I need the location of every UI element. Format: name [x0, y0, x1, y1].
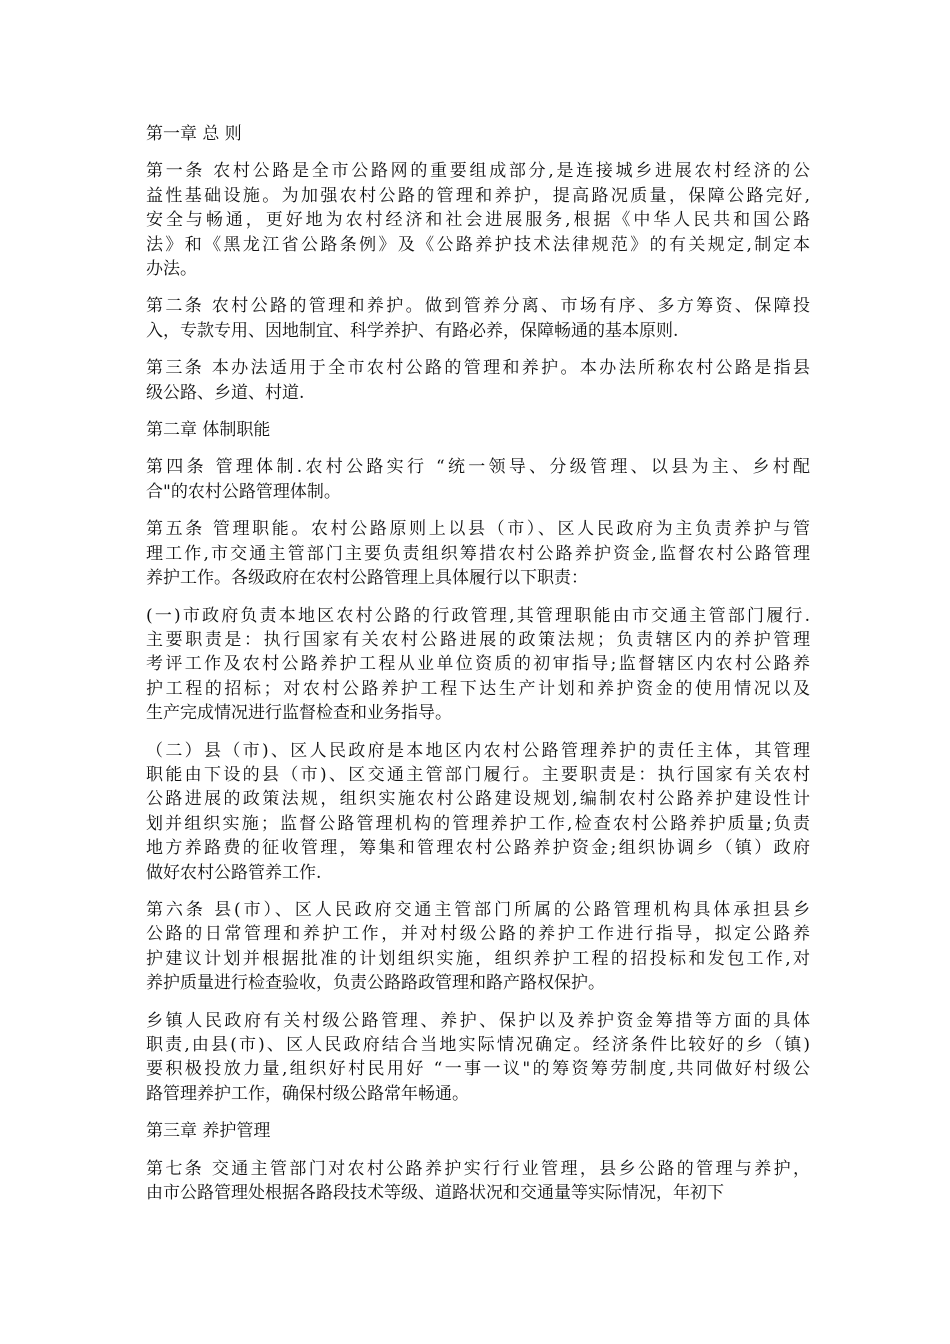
text-line: 要积极投放力量,组织好村民用好 “一事一议"的筹资筹劳制度,共同做好村级公 [146, 1059, 810, 1080]
article-2 [146, 294, 810, 343]
article-5 [146, 517, 810, 590]
text-line: 第一章 总 则 [146, 124, 242, 144]
text-line: 第二章 体制职能 [146, 420, 271, 441]
text-line: 办法。 [146, 259, 197, 280]
text-line: 公路的日常管理和养护工作，并对村级公路的养护工作进行指导，拟定公路养 [146, 924, 810, 945]
text-line: 第二条 农村公路的管理和养护。做到管养分离、市场有序、多方筹资、保障投 [146, 296, 810, 317]
text-line: 公路进展的政策法规，组织实施农村公路建设规划,编制农村公路养护建设性计 [146, 789, 810, 810]
text-line: 法》和《黑龙江省公路条例》及《公路养护技术法律规范》的有关规定,制定本 [146, 234, 810, 255]
chapter-3-heading [146, 1119, 810, 1143]
article-6 [146, 898, 810, 996]
article-5-item-2 [146, 739, 810, 885]
text-line: 养护质量进行检查验收，负责公路路政管理和路产路权保护。 [146, 973, 605, 994]
text-line: 划并组织实施；监督公路管理机构的管理养护工作,检查农村公路养护质量;负责 [146, 813, 810, 834]
text-line: 主要职责是：执行国家有关农村公路进展的政策法规；负责辖区内的养护管理 [146, 629, 810, 650]
text-line: 入，专款专用、因地制宜、科学养护、有路必养，保障畅通的基本原则. [146, 320, 679, 341]
text-line: (一)市政府负责本地区农村公路的行政管理,其管理职能由市交通主管部门履行. [146, 605, 810, 626]
text-line: 由市公路管理处根据各路段技术等级、道路状况和交通量等实际情况，年初下 [146, 1183, 724, 1204]
text-line: 地方养路费的征收管理，筹集和管理农村公路养护资金;组织协调乡（镇）政府 [146, 838, 810, 859]
article-7 [146, 1157, 810, 1206]
text-line: 级公路、乡道、村道. [146, 382, 305, 403]
text-line: 第一条 农村公路是全市公路网的重要组成部分,是连接城乡进展农村经济的公 [146, 161, 810, 182]
text-line: 理工作,市交通主管部门主要负责组织筹措农村公路养护资金,监督农村公路管理 [146, 543, 810, 564]
document-body [146, 122, 810, 1218]
text-line: 第四条 管理体制.农村公路实行 “统一领导、分级管理、以县为主、乡村配 [146, 457, 810, 478]
article-6-township-paragraph [146, 1009, 810, 1107]
text-line: 养护工作。各级政府在农村公路管理上具体履行以下职责： [146, 568, 588, 589]
text-line: 第三条 本办法适用于全市农村公路的管理和养护。本办法所称农村公路是指县 [146, 358, 810, 379]
chapter-2-heading [146, 418, 810, 442]
chapter-1-heading [146, 122, 810, 146]
text-line: 护工程的招标；对农村公路养护工程下达生产计划和养护资金的使用情况以及 [146, 678, 810, 699]
text-line: 合"的农村公路管理体制。 [146, 481, 341, 502]
text-line: 益性基础设施。为加强农村公路的管理和养护，提高路况质量，保障公路完好, [146, 185, 810, 206]
article-4 [146, 455, 810, 504]
text-line: 安全与畅通，更好地为农村经济和社会进展服务,根据《中华人民共和国公路 [146, 210, 810, 231]
article-3 [146, 356, 810, 405]
text-line: 考评工作及农村公路养护工程从业单位资质的初审指导;监督辖区内农村公路养 [146, 654, 810, 675]
text-line: 职责,由县(市)、区人民政府结合当地实际情况确定。经济条件比较好的乡（镇) [146, 1035, 810, 1055]
article-5-item-1 [146, 604, 810, 726]
text-line: 第五条 管理职能。农村公路原则上以县（市）、区人民政府为主负责养护与管 [146, 519, 810, 540]
text-line: 护建议计划并根据批准的计划组织实施，组织养护工程的招投标和发包工作,对 [146, 948, 810, 969]
text-line: 第三章 养护管理 [146, 1121, 271, 1142]
text-line: 做好农村公路管养工作. [146, 862, 322, 883]
text-line: 第六条 县(市）、区人民政府交通主管部门所属的公路管理机构具体承担县乡 [146, 899, 810, 920]
text-line: （二）县（市)、区人民政府是本地区内农村公路管理养护的责任主体，其管理 [146, 740, 810, 761]
text-line: 职能由下设的县（市)、区交通主管部门履行。主要职责是：执行国家有关农村 [146, 764, 810, 785]
text-line: 生产完成情况进行监督检查和业务指导。 [146, 703, 452, 724]
text-line: 乡镇人民政府有关村级公路管理、养护、保护以及养护资金筹措等方面的具体 [146, 1010, 810, 1031]
article-1 [146, 159, 810, 281]
text-line: 第七条 交通主管部门对农村公路养护实行行业管理，县乡公路的管理与养护， [146, 1158, 810, 1179]
text-line: 路管理养护工作，确保村级公路常年畅通。 [146, 1083, 469, 1104]
